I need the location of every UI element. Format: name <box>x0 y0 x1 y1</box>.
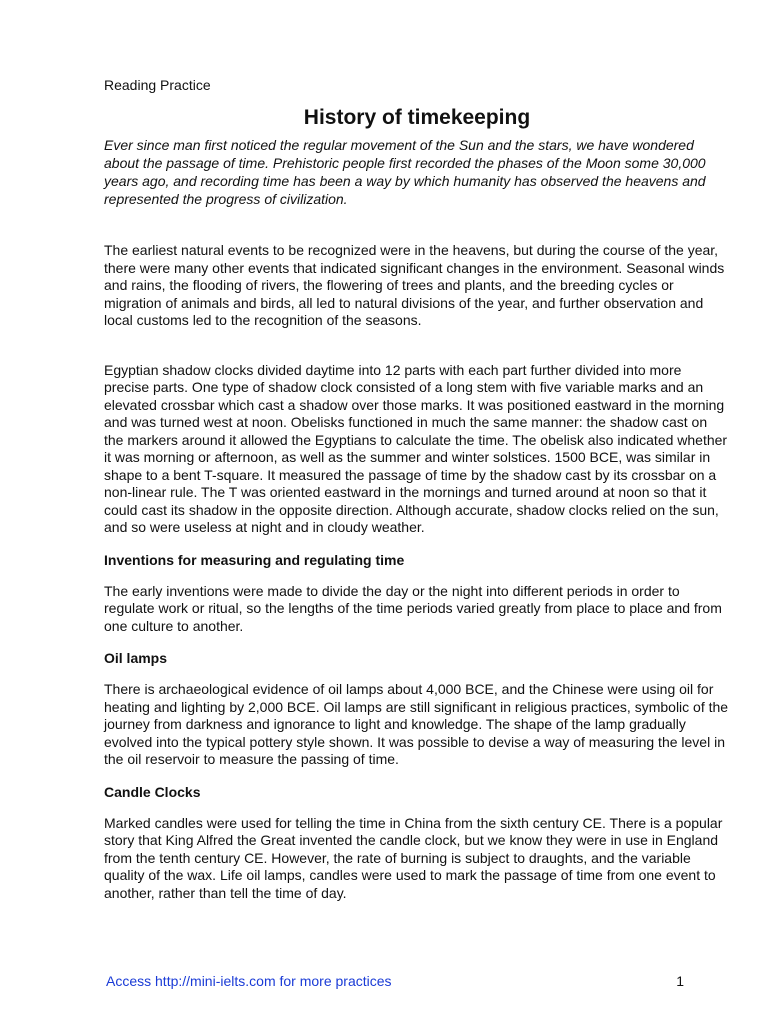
page-number: 1 <box>676 973 684 989</box>
header-label: Reading Practice <box>104 77 211 93</box>
paragraph-shadow-clocks: Egyptian shadow clocks divided daytime into 12 parts with each part further divided into more precise parts. One type of shadow clock consisted of a long stem with five variable marks and an elevated crossbar which cast a shadow over those marks. It was positioned eastward in the morning and was turned west at noon. Obelisks functioned in much the same manner: the shadow cast on the markers around it allowed the Egyptians to calculate the time. The obelisk also indicated whether it was morning or afternoon, as well as the summer and winter solstices. 1500 BCE, was similar in shape to a bent T-square. It measured the passage of time by the shadow cast by its crossbar on a non-linear rule. The T was oriented eastward in the mornings and turned around at noon so that it could cast its shadow in the opposite direction. Although accurate, shadow clocks relied on the sun, and so were useless at night and in cloudy weather. <box>104 361 728 535</box>
paragraph-candle-clocks: Marked candles were used for telling the time in China from the sixth century CE. There is a popular story that King Alfred the Great invented the candle clock, but we know they were in use in England from the tenth century CE. However, the rate of burning is subject to draughts, and the variable quality of the wax. Life oil lamps, candles were used to mark the passage of time from one event to another, rather than tell the time of day. <box>104 814 723 901</box>
paragraph-oil-lamps: There is archaeological evidence of oil lamps about 4,000 BCE, and the Chinese were using oil for heating and lighting by 2,000 BCE. Oil lamps are still significant in religious practices, symbolic of the journey from darkness and ignorance to light and knowledge. The shape of the lamp gradually evolved into the typical pottery style shown. It was possible to devise a way of measuring the level in the oil reservoir to measure the passing of time. <box>104 681 729 767</box>
page-footer <box>106 972 684 990</box>
heading-candle-clocks: Candle Clocks <box>104 783 201 800</box>
paragraph-natural-events: The earliest natural events to be recognized were in the heavens, but during the course of the year, there were many other events that indicated significant changes in the environment. Seasonal winds and rains, the flooding of rivers, the flowering of trees and plants, and the breeding cycles or migration of animals and birds, all led to natural divisions of the year, and further observation and local customs led to the recognition of the seasons. <box>104 242 725 328</box>
document-page <box>104 76 730 902</box>
footer-link[interactable]: Access http://mini-ielts.com for more practices <box>106 973 392 989</box>
heading-inventions: Inventions for measuring and regulating time <box>104 551 405 568</box>
heading-oil-lamps: Oil lamps <box>104 650 168 666</box>
paragraph-inventions: The early inventions were made to divide the day or the night into different periods in order to regulate work or ritual, so the lengths of the time periods varied greatly from place to place and from one culture to another. <box>104 582 722 634</box>
document-title: History of timekeeping <box>303 106 531 129</box>
intro-paragraph: Ever since man first noticed the regular movement of the Sun and the stars, we have wondered about the passage of time. Prehistoric people first recorded the phases of the Moon some 30,000 years ago, and recording time has been a way by which humanity has observed the heavens and represented the progress of civilization. <box>104 137 706 207</box>
